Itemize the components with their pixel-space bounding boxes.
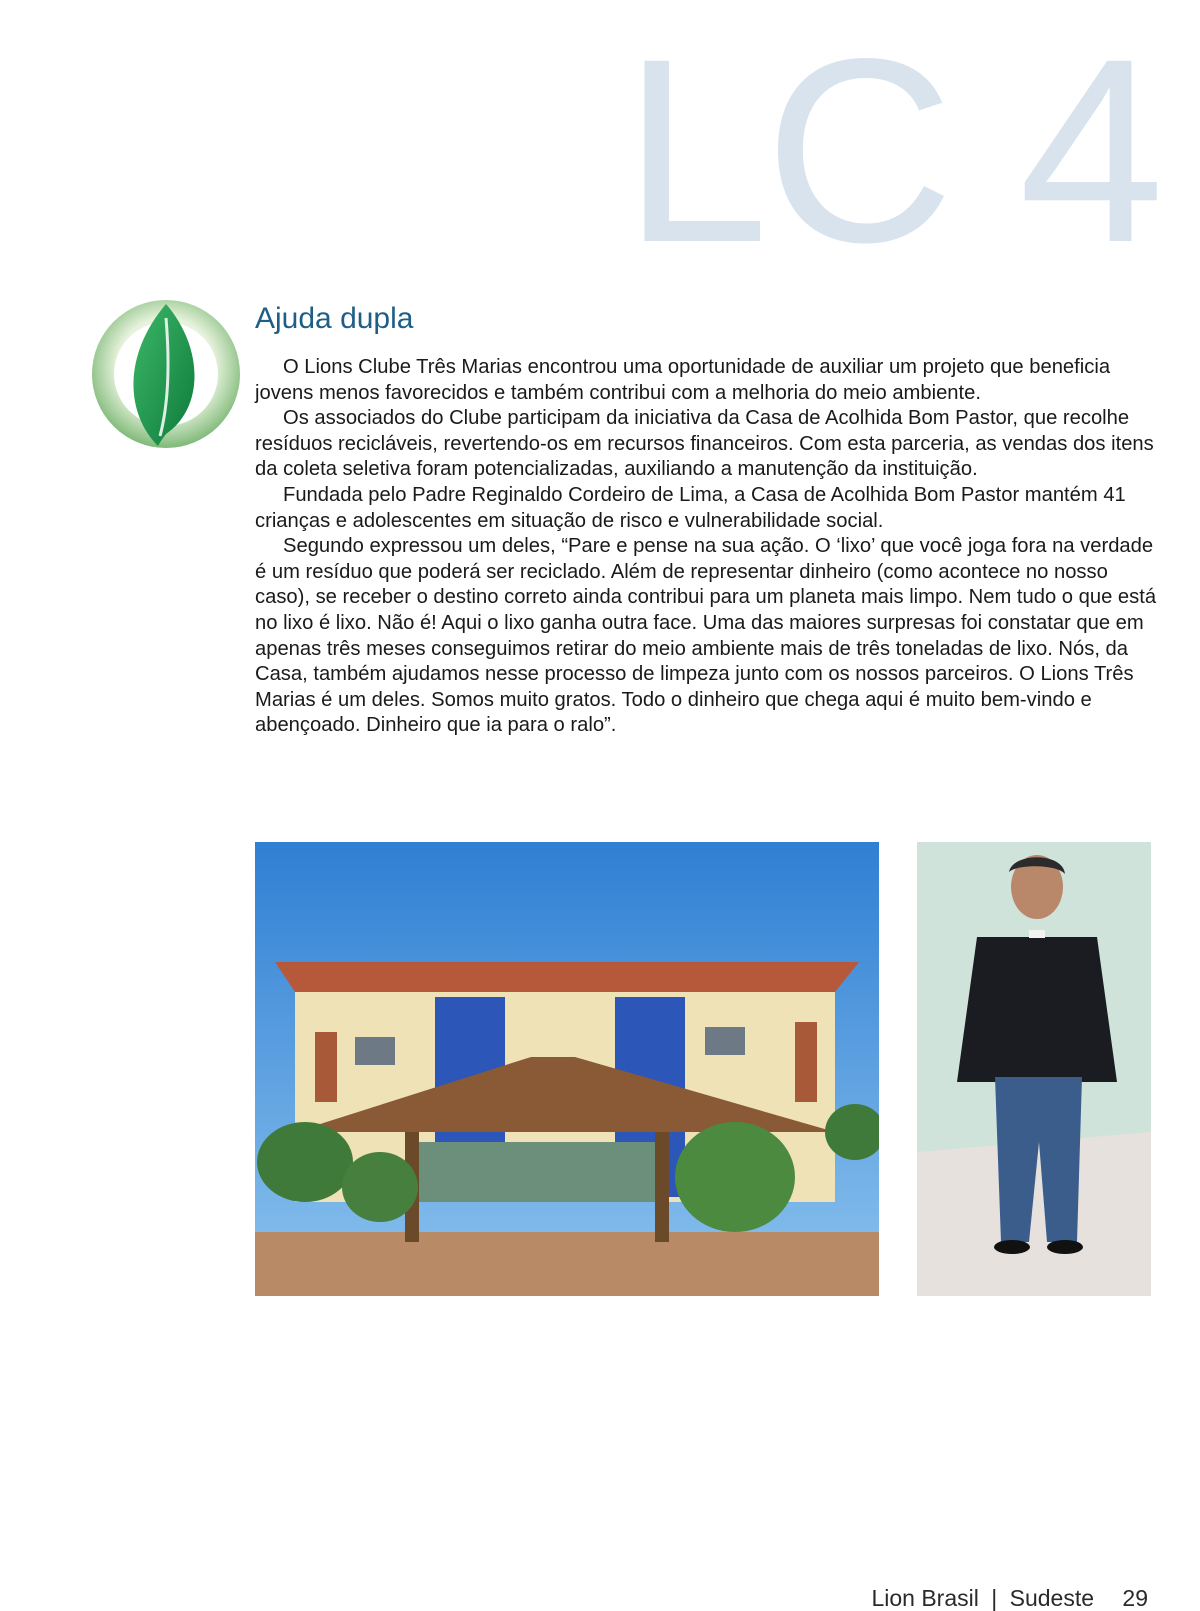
- watermark-lc4: LC 4: [623, 4, 1161, 297]
- region-name: Sudeste: [1009, 1585, 1095, 1611]
- page-number: 29: [1122, 1585, 1148, 1611]
- article-paragraph: Fundada pelo Padre Reginaldo Cordeiro de Lima, a Casa de Acolhida Bom Pastor mantém 41 crianças e adolescentes em situação de risco e vulnerabilidade social.: [255, 483, 1126, 532]
- publication-name: Lion Brasil: [871, 1585, 979, 1611]
- leaf-icon: [86, 296, 246, 456]
- article-body: [255, 355, 1160, 739]
- article-paragraph: Os associados do Clube participam da iniciativa da Casa de Acolhida Bom Pastor, que recolhe resíduos recicláveis, revertendo-os em recursos financeiros. Com esta parceria, as vendas dos itens da coleta seletiva foram potencializadas, auxiliando a manutenção da instituição.: [255, 407, 1154, 481]
- portrait-photo: [917, 842, 1151, 1296]
- page-footer: [871, 1585, 1148, 1611]
- building-photo: [255, 842, 879, 1296]
- article-paragraph: Segundo expressou um deles, “Pare e pense na sua ação. O ‘lixo’ que você joga fora na verdade é um resíduo que poderá ser reciclado. Além de representar dinheiro (como acontece no nosso caso), se receber o destino correto ainda contribui para um planeta mais limpo. Nem tudo o que está no lixo é lixo. Não é! Aqui o lixo ganha outra face. Uma das maiores surpresas foi constatar que em apenas três meses conseguimos retirar do meio ambiente mais de três toneladas de lixo. Nós, da Casa, também ajudamos nesse processo de limpeza junto com os nossos parceiros. O Lions Três Marias é um deles. Somos muito gratos. Todo o dinheiro que chega aqui é muito bem-vindo e abençoado. Dinheiro que ia para o ralo”.: [255, 535, 1157, 737]
- article-paragraph: O Lions Clube Três Marias encontrou uma oportunidade de auxiliar um projeto que beneficia jovens menos favorecidos e também contribui com a melhoria do meio ambiente.: [255, 356, 1111, 404]
- section-title: Ajuda dupla: [255, 302, 414, 335]
- footer-separator: |: [991, 1585, 998, 1611]
